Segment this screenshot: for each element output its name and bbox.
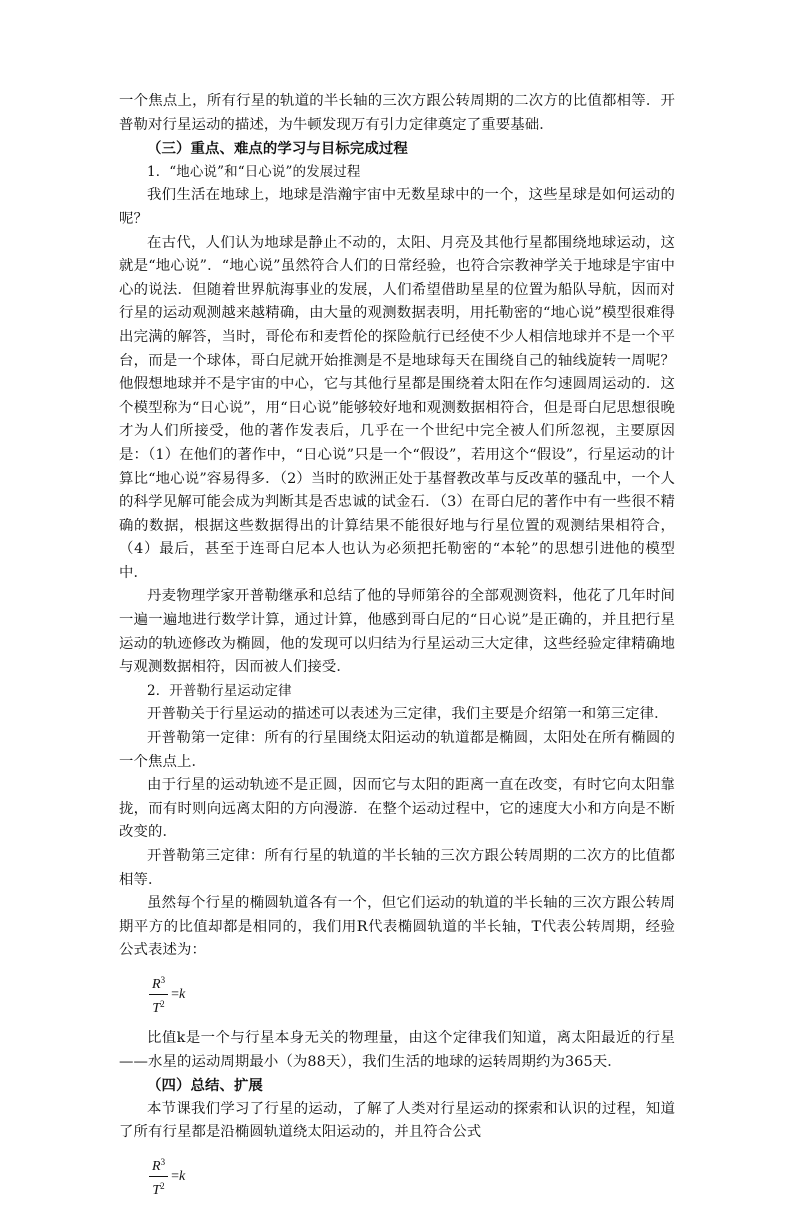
paragraph: 我们生活在地球上，地球是浩瀚宇宙中无数星球中的一个，这些星球是如何运动的呢？ — [119, 187, 675, 227]
section-heading-4: （四）总结、扩展 — [147, 1077, 263, 1095]
formula-equals: = — [171, 986, 179, 1002]
kepler-formula-repeat — [149, 1151, 675, 1203]
document-page — [119, 90, 675, 1209]
paragraph: 一个焦点上，所有行星的轨道的半长轴的三次方跟公转周期的二次方的比值都相等．开普勒对行星运动的描述，为牛顿发现万有引力定律奠定了重要基础． — [119, 93, 675, 133]
formula-fraction — [149, 971, 168, 1018]
section-heading-3: （三）重点、难点的学习与目标完成过程 — [147, 140, 408, 158]
formula-numerator: $R^3$ — [149, 1153, 168, 1177]
paragraph: 丹麦物理学家开普勒继承和总结了他的导师第谷的全部观测资料，他花了几年时间一遍一遍地进行数学计算，通过计算，他感到哥白尼的“日心说”是正确的，并且把行星运动的轨迹修改为椭圆，他的发现可以归结为行星运动三大定律，这些经验定律精确地与观测数据相符，因而被人们接受． — [119, 588, 675, 676]
formula-denominator: $T^2$ — [152, 999, 165, 1017]
formula-rhs: k — [178, 986, 186, 1002]
paragraph: 在古代，人们认为地球是静止不动的，太阳、月亮及其他行星都围绕地球运动，这就是“地心说”．“地心说”虽然符合人们的日常经验，也符合宗教神学关于地球是宇宙中心的说法．但随着世界航海事业的发展，人们希望借助星星的位置为船队导航，因而对行星的运动观测越来越精确，由大量的观测数据表明，用托勒密的“地心说”模型很难得出完满的解答，当时，哥伦布和麦哲伦的探险航行已经使不少人相信地球并不是一个平台，而是一个球体，哥白尼就开始推测是不是地球每天在围绕自己的轴线旋转一周呢？他假想地球并不是宇宙的中心，它与其他行星都是围绕着太阳在作匀速圆周运动的．这个模型称为“日心说”，用“日心说”能够较好地和观测数据相符合，但是哥白尼思想很晚才为人们所接受，他的著作发表后，几乎在一个世纪中完全被人们所忽视，主要原因是：（1）在他们的著作中，“日心说”只是一个“假设”，若用这个“假设”，行星运动的计算比“地心说”容易得多．（2）当时的欧洲正处于基督教改革与反改革的骚乱中，一个人的科学见解可能会成为判断其是否忠诚的试金石．（3）在哥白尼的著作中有一些很不精确的数据，根据这些数据得出的计算结果不能很好地与行星位置的观测结果相符合，（4）最后，甚至于连哥白尼本人也认为必须把托勒密的“本轮”的思想引进他的模型中． — [119, 234, 675, 581]
formula-denominator: $T^2$ — [152, 1181, 165, 1199]
formula-fraction — [149, 1153, 168, 1200]
paragraph: 本节课我们学习了行星的运动，了解了人类对行星运动的探索和认识的过程，知道了所有行星都是沿椭圆轨道绕太阳运动的，并且符合公式 — [119, 1100, 675, 1141]
subsection-heading-2: 2．开普勒行星运动定律 — [147, 682, 292, 699]
formula-rhs: k — [178, 1168, 186, 1184]
formula-numerator: $R^3$ — [149, 971, 168, 995]
paragraph: 开普勒第三定律：所有行星的轨道的半长轴的三次方跟公转周期的二次方的比值都相等． — [119, 848, 675, 888]
formula-equals: = — [171, 1168, 179, 1184]
subsection-heading-1: 1．“地心说”和“日心说”的发展过程 — [147, 163, 361, 180]
paragraph: 开普勒第一定律：所有的行星围绕太阳运动的轨道都是椭圆，太阳处在所有椭圆的一个焦点上． — [119, 730, 675, 770]
paragraph: 开普勒关于行星运动的描述可以表述为三定律，我们主要是介绍第一和第三定律． — [147, 706, 669, 723]
paragraph: 比值k是一个与行星本身无关的物理量，由这个定律我们知道，离太阳最近的行星——水星的运动周期最小（为88天），我们生活的地球的运转周期约为365天． — [119, 1029, 675, 1070]
kepler-formula — [149, 969, 675, 1021]
paragraph: 由于行星的运动轨迹不是正圆，因而它与太阳的距离一直在改变，有时它向太阳靠拢，而有时则向远离太阳的方向漫游．在整个运动过程中，它的速度大小和方向是不断改变的． — [119, 777, 675, 841]
paragraph: 虽然每个行星的椭圆轨道各有一个，但它们运动的轨道的半长轴的三次方跟公转周期平方的比值却都是相同的，我们用R代表椭圆轨道的半长轴，T代表公转周期，经验公式表述为： — [119, 895, 675, 959]
